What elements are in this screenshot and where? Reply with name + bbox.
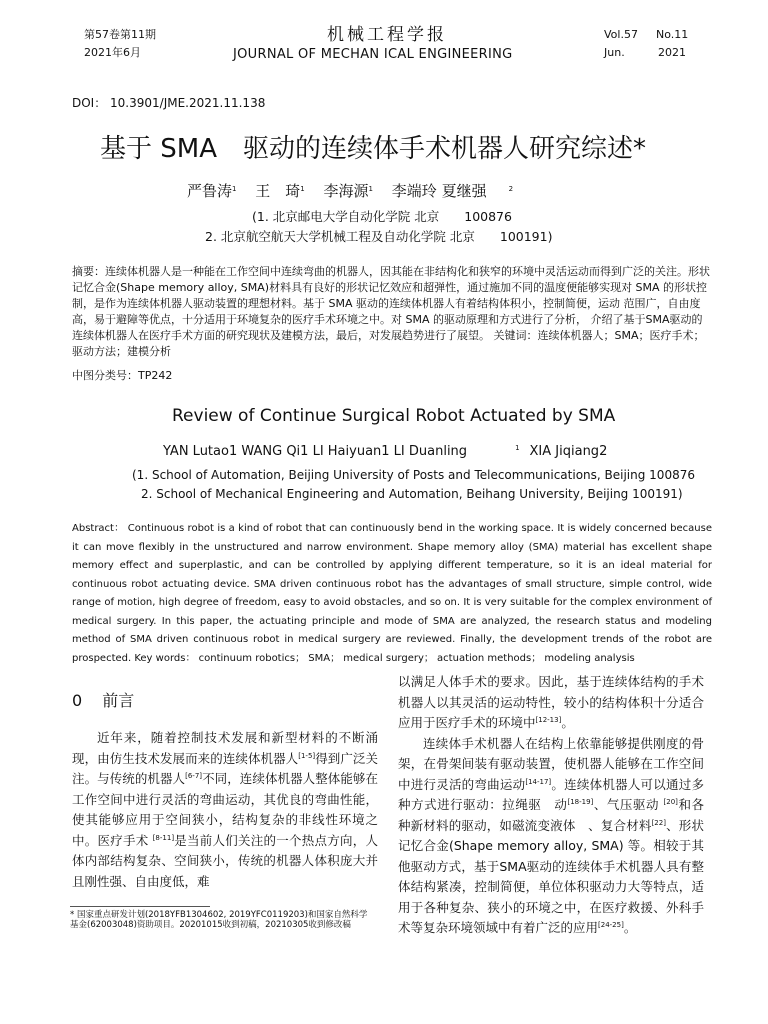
abstract-en: Abstract： Continuous robot is a kind of robot that can continuously bend in the working space. It is widely concerned because it can move flexibly in the unstructured and narrow environment. Shape memory alloy (SMA) material has excellent shape memory effect and superplastic, and can be controlled by applying different temperature, so it is an ideal material for continuous robot actuating device. SMA driven continuous robot has the advantages of small structure, simple control, wide range of motion, high degree of freedom, easy to avoid obstacles, and so on. It is very suitable for the complex environment of medical surgery. In this paper, the actuating principle and mode of SMA are analyzed, the research status and modeling method of SMA driven continuous robot in medical surgery are reviewed. Finally, the development trends of the robot are prospected. Key words： continuum robotics； SMA； medical surgery； actuation methods； modeling analysis — [72, 523, 712, 664]
affiliation-cn-2: 2. 北京航空航天大学机械工程及自动化学院 北京 100191) — [205, 229, 553, 244]
author-1: 严鲁涛$^1$ — [187, 182, 237, 200]
section-heading: 0 前言 — [72, 691, 135, 710]
volume-en: Vol.57 — [604, 28, 638, 41]
journal-title-en: JOURNAL OF MECHAN ICAL ENGINEERING — [233, 47, 513, 62]
journal-title-cn: 机械工程学报 — [327, 25, 447, 45]
authors-cn — [187, 180, 513, 201]
affiliation-en-1: (1. School of Automation, Beijing University of Posts and Telecommunications, Beijing 100876 — [132, 468, 695, 482]
footnote-rule — [70, 906, 210, 907]
author-2: 王 琦$^1$ — [255, 182, 305, 200]
doi: DOI： 10.3901/JME.2021.11.138 — [72, 96, 266, 110]
abstract-cn: 摘要：连续体机器人是一种能在工作空间中连续弯曲的机器人，因其能在非结构化和狭窄的环境中灵活运动而得到广泛的关注。形状记忆合金(Shape memory alloy, SMA)材料具有良好的形状记忆效应和超弹性，通过施加不同的温度便能够实现对 SMA 的形状控制，是作为连续体机器人驱动装置的理想材料。基于 SMA 驱动的连续体机器人有着结构体积小，控制简便，运动 范围广，自由度高，易于避障等优点，十分适用于环境复杂的医疗手术环境之中。对 SMA 的驱动原理和方式进行了分析， 介绍了基于SMA驱动的连续体机器人在医疗手术方面的研究现状及建模方法，最后，对发展趋势进行了展望。 关键词：连续体机器人；SMA；医疗手术；驱动方法；建模分析 — [72, 265, 710, 358]
authors-en: YAN Lutao1 WANG Qi1 LI Haiyuan1 LI Duanling $^1$ XIA Jiqiang2 — [163, 444, 608, 459]
right-column-text: 以满足人体手术的要求。因此，基于连续体结构的手术机器人以其灵活的运动特性，较小的结构体积十分适合应用于医疗手术的环境中[12-13]。 连续体手术机器人在结构上依靠能够提供刚度的骨架，在骨架间装有驱动装置，使机器人能够在工作空间中进行灵活的弯曲运动[14-17]。连续体机器人可以通过多种方式进行驱动：拉绳驱 动[18-19]、气压驱动 [20]和各种新材料的驱动，如磁流变液体 、复合材料[22]、形状记忆合金(Shape memory alloy, SMA) 等。相较于其他驱动方式，基于SMA驱动的连续体手术机器人具有整体结构紧凑，控制简便，单位体积驱动力大等特点，适用于各种复杂、狭小的环境之中，在医疗救援、外科手术等复杂环境领域中有着广泛的应用[24-25]。 — [398, 674, 704, 935]
title-en: Review of Continue Surgical Robot Actuated by SMA — [172, 406, 616, 426]
clc-number: 中图分类号：TP242 — [72, 369, 173, 382]
issue-en: No.11 — [656, 28, 689, 41]
affiliation-cn-1: (1. 北京邮电大学自动化学院 北京 100876 — [252, 209, 512, 224]
title-cn: 基于 SMA 驱动的连续体手术机器人研究综述* — [100, 134, 646, 164]
date-cn: 2021年6月 — [84, 46, 141, 59]
funding-footnote: * 国家重点研发计划(2018YFB1304602, 2019YFC0119203)和国家自然科学基金(62003048)资助项目。20201015收到初稿，20210305收到修改稿 — [70, 910, 368, 930]
month-en: Jun. — [604, 46, 625, 59]
volume-issue-cn: 第57卷第11期 — [84, 28, 156, 41]
author-4: 李端玲 夏继强 $^2$ — [391, 182, 514, 200]
left-column-text: 近年来，随着控制技术发展和新型材料的不断涌现，由仿生技术发展而来的连续体机器人[1-5]得到广泛关注。与传统的机器人[6-7]不同，连续体机器人整体能够在工作空间中进行灵活的弯曲运动，其优良的弯曲性能，使其能够应用于空间狭小，结构复杂的非线性环境之中。医疗手术 [8-11]是当前人们关注的一个热点方向，人体内部结构复杂、空间狭小，传统的机器人体积庞大并且刚性强、自由度低，难 — [72, 730, 378, 889]
author-3: 李海源$^1$ — [323, 182, 374, 200]
affiliation-en-2: 2. School of Mechanical Engineering and Automation, Beihang University, Beijing 100191) — [141, 487, 683, 501]
year-en: 2021 — [658, 46, 686, 59]
